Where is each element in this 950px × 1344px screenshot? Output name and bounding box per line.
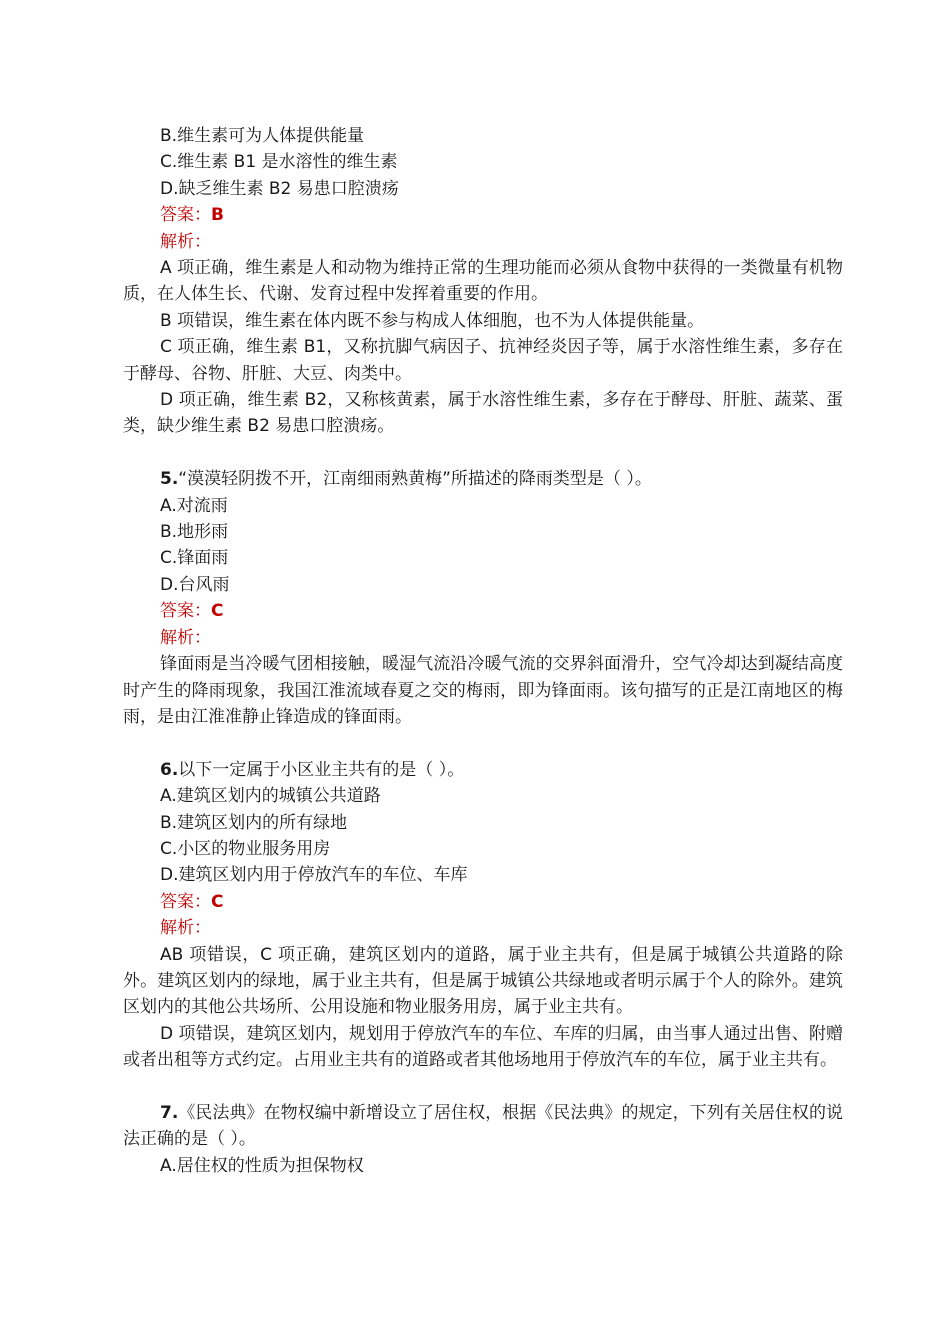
q6-option-d: D.建筑区划内用于停放汽车的车位、车库 [160, 865, 468, 886]
q4-answer [123, 202, 843, 228]
spacer [123, 730, 843, 756]
q4-option-c: C.维生素 B1 是水溶性的维生素 [160, 152, 398, 173]
q6-option-a: A.建筑区划内的城镇公共道路 [160, 786, 381, 807]
q6-number: 6. [160, 759, 179, 780]
q5-option-a: A.对流雨 [160, 495, 228, 516]
q5-answer-label: 答案： [160, 601, 211, 622]
q6-analysis-label: 解析： [160, 918, 211, 939]
q6-option-c: C.小区的物业服务用房 [160, 838, 331, 859]
q5-option-b: B.地形雨 [160, 522, 229, 543]
q6-option-b: B.建筑区划内的所有绿地 [160, 812, 348, 833]
q4-answer-label: 答案： [160, 205, 211, 226]
q4-answer-letter: B [211, 205, 224, 226]
q5-option-c: C.锋面雨 [160, 548, 229, 569]
q5-stem-text: “漠漠轻阴拨不开，江南细雨熟黄梅”所描述的降雨类型是（ ）。 [178, 469, 652, 490]
spacer [123, 1074, 843, 1100]
q6-analysis-2: D 项错误，建筑区划内，规划用于停放汽车的车位、车库的归属，由当事人通过出售、附赠或者出租等方式约定。占用业主共有的道路或者其他场地用于停放汽车的车位，属于业主共有。 [123, 1023, 843, 1071]
q6-analysis-1: AB 项错误，C 项正确，建筑区划内的道路，属于业主共有，但是属于城镇公共道路的除外。建筑区划内的绿地，属于业主共有，但是属于城镇公共绿地或者明示属于个人的除外。建筑区划内的其他公共场所、公用设施和物业服务用房，属于业主共有。 [123, 944, 843, 1018]
q6-answer-letter: C [211, 891, 224, 912]
q5-option-d: D.台风雨 [160, 574, 230, 595]
q6-answer-label: 答案： [160, 891, 211, 912]
q7-stem [123, 1100, 843, 1153]
q6-stem [123, 757, 843, 783]
q4-option-d: D.缺乏维生素 B2 易患口腔溃疡 [160, 178, 399, 199]
q5-answer-letter: C [211, 601, 224, 622]
q4-analysis-c: C 项正确，维生素 B1，又称抗脚气病因子、抗神经炎因子等，属于水溶性维生素，多存在于酵母、谷物、肝脏、大豆、肉类中。 [123, 337, 843, 384]
q5-analysis-text: 锋面雨是当冷暖气团相接触，暖湿气流沿冷暖气流的交界斜面滑升，空气冷却达到凝结高度时产生的降雨现象，我国江淮流域春夏之交的梅雨，即为锋面雨。该句描写的正是江南地区的梅雨，是由江淮准静止锋造成的锋面雨。 [123, 654, 843, 727]
q7-stem-text: 《民法典》在物权编中新增设立了居住权，根据《民法典》的规定，下列有关居住权的说法正确的是（ ）。 [123, 1102, 843, 1150]
q5-answer [123, 598, 843, 624]
q4-analysis-label: 解析： [160, 231, 211, 252]
q4-analysis-d: D 项正确，维生素 B2，又称核黄素，属于水溶性维生素，多存在于酵母、肝脏、蔬菜、蛋类，缺少维生素 B2 易患口腔溃疡。 [123, 390, 843, 437]
q4-analysis-a: A 项正确，维生素是人和动物为维持正常的生理功能而必须从食物中获得的一类微量有机物质，在人体生长、代谢、发育过程中发挥着重要的作用。 [123, 258, 843, 305]
q7-option-a: A.居住权的性质为担保物权 [160, 1155, 364, 1176]
document-content [123, 123, 843, 1179]
q6-stem-text: 以下一定属于小区业主共有的是（ ）。 [178, 759, 465, 780]
q5-analysis-label: 解析： [160, 627, 211, 648]
q7-number: 7. [160, 1102, 179, 1123]
spacer [123, 440, 843, 466]
q5-stem [123, 466, 843, 492]
q6-answer [123, 889, 843, 915]
q5-number: 5. [160, 469, 179, 490]
q4-analysis-b: B 项错误，维生素在体内既不参与构成人体细胞，也不为人体提供能量。 [160, 310, 705, 331]
q4-option-b: B.维生素可为人体提供能量 [160, 126, 365, 146]
